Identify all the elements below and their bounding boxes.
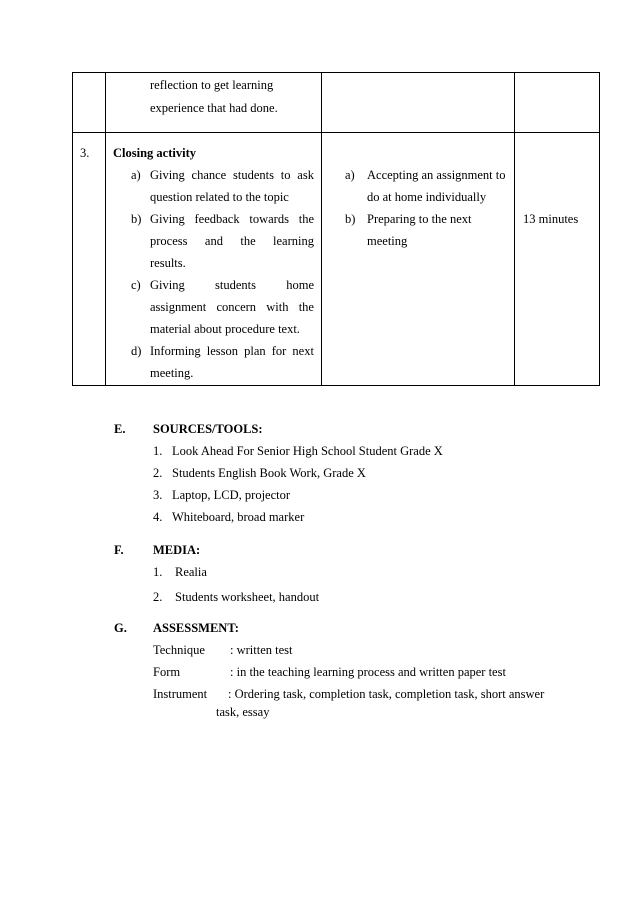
teacher-activity-list	[131, 164, 314, 384]
instrument-value-continued: task, essay	[216, 705, 270, 719]
section-letter: G.	[114, 621, 127, 635]
word: Giving	[150, 212, 185, 226]
item-text: Students English Book Work, Grade X	[172, 466, 366, 480]
text-line: material about procedure text.	[150, 322, 300, 336]
word: lesson	[206, 344, 239, 358]
table-bottom-border	[72, 385, 600, 386]
list-marker: a)	[131, 168, 141, 182]
word: students	[233, 168, 274, 182]
list-item	[345, 208, 506, 252]
technique-label: Technique	[153, 643, 205, 657]
word: Informing	[150, 344, 201, 358]
word: towards	[249, 212, 289, 226]
word: Giving	[150, 168, 185, 182]
table-col-divider	[321, 72, 322, 386]
list-marker: a)	[345, 168, 355, 182]
word: process	[150, 234, 188, 248]
word: ask	[297, 168, 314, 182]
word: home	[286, 278, 314, 292]
item-text: Students worksheet, handout	[175, 590, 320, 604]
word: students	[214, 278, 256, 292]
list-item	[153, 488, 290, 503]
item-text: Look Ahead For Senior High School Student Grade X	[172, 444, 443, 458]
instrument-value: : Ordering task, completion task, completion task, short answer	[228, 687, 545, 701]
section-letter: E.	[114, 422, 126, 436]
row2-text-line: experience that had done.	[150, 101, 278, 115]
list-item	[131, 340, 314, 384]
word: to	[280, 168, 291, 182]
item-number: 2.	[153, 590, 163, 604]
text-line: Preparing to the next	[367, 212, 472, 226]
item-text: Laptop, LCD, projector	[172, 488, 291, 502]
list-item	[153, 590, 319, 605]
text-line: meeting.	[150, 366, 194, 380]
list-marker: b)	[131, 212, 142, 226]
table-top-border	[72, 72, 600, 73]
list-item	[131, 164, 314, 208]
table-left-border	[72, 72, 73, 386]
word: Giving	[150, 278, 185, 292]
time-allocation: 13 minutes	[523, 212, 579, 226]
word: concern	[216, 300, 257, 314]
section-title: ASSESSMENT:	[153, 621, 239, 635]
text-line: meeting	[367, 234, 408, 248]
list-item	[131, 208, 314, 274]
list-item	[345, 164, 506, 208]
word: plan	[244, 344, 266, 358]
word: for	[271, 344, 287, 358]
word: the	[298, 212, 314, 226]
text-line: question related to the topic	[150, 190, 289, 204]
row2-text-line: reflection to get learning	[150, 78, 274, 92]
word: and	[204, 234, 223, 248]
item-number: 2.	[153, 466, 163, 480]
row-number: 3.	[80, 146, 90, 160]
word: with	[266, 300, 289, 314]
word: feedback	[194, 212, 240, 226]
word: the	[298, 300, 314, 314]
table-col-divider	[105, 72, 106, 386]
student-activity-list	[345, 164, 506, 252]
technique-value: : written test	[230, 643, 293, 657]
form-label: Form	[153, 665, 181, 679]
list-marker: d)	[131, 344, 142, 358]
list-item	[153, 565, 207, 580]
section-letter: F.	[114, 543, 124, 557]
text-line: Accepting an assignment to	[367, 168, 506, 182]
word: assignment	[150, 300, 207, 314]
activity-title: Closing activity	[113, 146, 196, 160]
section-title: MEDIA:	[153, 543, 201, 557]
list-marker: b)	[345, 212, 356, 226]
list-marker: c)	[131, 278, 141, 292]
item-number: 4.	[153, 510, 163, 524]
text-line: do at home individually	[367, 190, 487, 204]
text-line: results.	[150, 256, 186, 270]
word: next	[292, 344, 314, 358]
item-text: Realia	[175, 565, 207, 579]
table-row-divider	[72, 132, 600, 133]
word: learning	[273, 234, 314, 248]
section-title: SOURCES/TOOLS:	[153, 422, 263, 436]
word: the	[240, 234, 256, 248]
list-item	[131, 274, 314, 340]
table-right-border	[599, 72, 600, 386]
list-item	[153, 466, 366, 481]
list-item	[153, 510, 304, 525]
table-col-divider	[514, 72, 515, 386]
item-number: 1.	[153, 444, 163, 458]
list-item	[153, 444, 443, 459]
item-number: 1.	[153, 565, 163, 579]
word: chance	[191, 168, 227, 182]
item-number: 3.	[153, 488, 163, 502]
item-text: Whiteboard, broad marker	[172, 510, 305, 524]
instrument-label: Instrument	[153, 687, 208, 701]
form-value: : in the teaching learning process and written paper test	[230, 665, 506, 679]
